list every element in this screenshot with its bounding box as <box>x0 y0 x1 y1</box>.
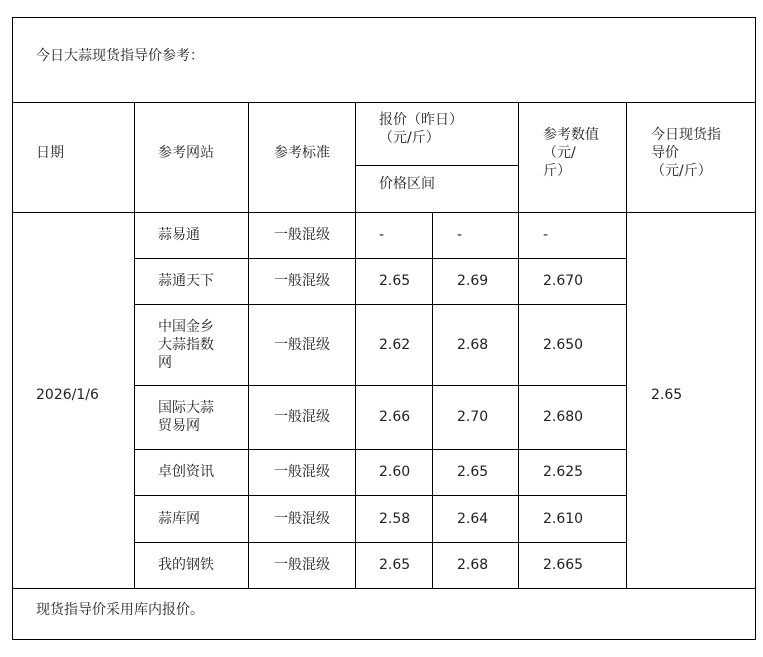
row-divider <box>134 449 626 450</box>
col-line-6 <box>626 102 627 589</box>
site-name: 蒜通天下 <box>158 273 214 289</box>
guide-price-document <box>12 17 756 640</box>
price-high-cell: 2.69 <box>457 273 489 289</box>
header-quote-line1: 报价（昨日） <box>379 112 463 128</box>
reference-value-cell: 2.610 <box>543 510 584 527</box>
standard-cell: 一般混级 <box>274 464 330 480</box>
standard-cell: 一般混级 <box>274 273 330 289</box>
col-line-5 <box>518 102 519 589</box>
reference-value-cell: 2.625 <box>543 464 584 480</box>
date-cell: 2026/1/6 <box>36 387 99 403</box>
price-low-cell: 2.65 <box>379 557 411 573</box>
border-right <box>755 17 756 640</box>
title-divider <box>12 102 756 103</box>
site-name: 蒜库网 <box>158 510 200 527</box>
border-top <box>12 17 756 18</box>
col-line-3 <box>355 102 356 589</box>
col-line-1 <box>134 102 135 589</box>
header-guide-line2: 导价 <box>651 145 679 161</box>
price-low-cell: 2.65 <box>379 273 411 289</box>
header-quote-line2: （元/斤） <box>379 130 440 146</box>
border-bottom <box>12 639 756 640</box>
site-name: 大蒜指数 <box>158 336 214 353</box>
price-high-cell: 2.70 <box>457 409 489 425</box>
reference-value-cell: 2.670 <box>543 273 584 289</box>
header-guide-line3: （元/斤） <box>651 163 712 179</box>
document-title: 今日大蒜现货指导价参考： <box>36 48 204 64</box>
row-divider <box>134 258 626 259</box>
header-guide-line1: 今日现货指 <box>651 127 721 143</box>
header-price-range: 价格区间 <box>379 176 435 192</box>
reference-value-cell: 2.665 <box>543 557 584 573</box>
header-site: 参考网站 <box>158 145 214 161</box>
col-line-4 <box>432 212 433 589</box>
site-name: 蒜易通 <box>158 227 200 243</box>
col-line-2 <box>248 102 249 589</box>
standard-cell: 一般混级 <box>274 557 330 573</box>
header-standard: 参考标准 <box>274 145 330 161</box>
standard-cell: 一般混级 <box>274 227 330 243</box>
price-high-cell: - <box>457 227 463 243</box>
reference-value-cell: 2.650 <box>543 336 584 353</box>
price-low-cell: 2.62 <box>379 336 411 353</box>
header-ref-line1: 参考数值 <box>543 127 599 143</box>
header-ref-line2: （元/ <box>543 145 576 161</box>
site-name: 国际大蒜 <box>158 400 214 416</box>
header-ref-line3: 斤） <box>543 163 571 179</box>
standard-cell: 一般混级 <box>274 336 330 353</box>
price-low-cell: - <box>379 227 385 243</box>
site-name: 网 <box>158 354 172 371</box>
footer-note: 现货指导价采用库内报价。 <box>36 602 204 618</box>
price-high-cell: 2.68 <box>457 336 489 353</box>
standard-cell: 一般混级 <box>274 510 330 527</box>
reference-value-cell: 2.680 <box>543 409 584 425</box>
border-left <box>12 17 13 640</box>
row-divider <box>134 542 626 543</box>
price-high-cell: 2.65 <box>457 464 489 480</box>
price-high-cell: 2.64 <box>457 510 489 527</box>
standard-cell: 一般混级 <box>274 409 330 425</box>
reference-value-cell: - <box>543 227 549 243</box>
row-divider <box>134 495 626 496</box>
price-high-cell: 2.68 <box>457 557 489 573</box>
price-low-cell: 2.58 <box>379 510 411 527</box>
row-divider <box>134 385 626 386</box>
quote-subheader-line <box>355 165 519 166</box>
header-bottom-line <box>12 212 756 213</box>
row-divider <box>134 304 626 305</box>
guide-price-cell: 2.65 <box>651 387 683 403</box>
site-name: 贸易网 <box>158 418 200 434</box>
price-low-cell: 2.66 <box>379 409 411 425</box>
site-name: 卓创资讯 <box>158 464 214 480</box>
site-name: 我的钢铁 <box>158 557 214 573</box>
header-date: 日期 <box>36 145 64 161</box>
footer-divider <box>12 588 756 589</box>
price-low-cell: 2.60 <box>379 464 411 480</box>
site-name: 中国金乡 <box>158 318 214 335</box>
